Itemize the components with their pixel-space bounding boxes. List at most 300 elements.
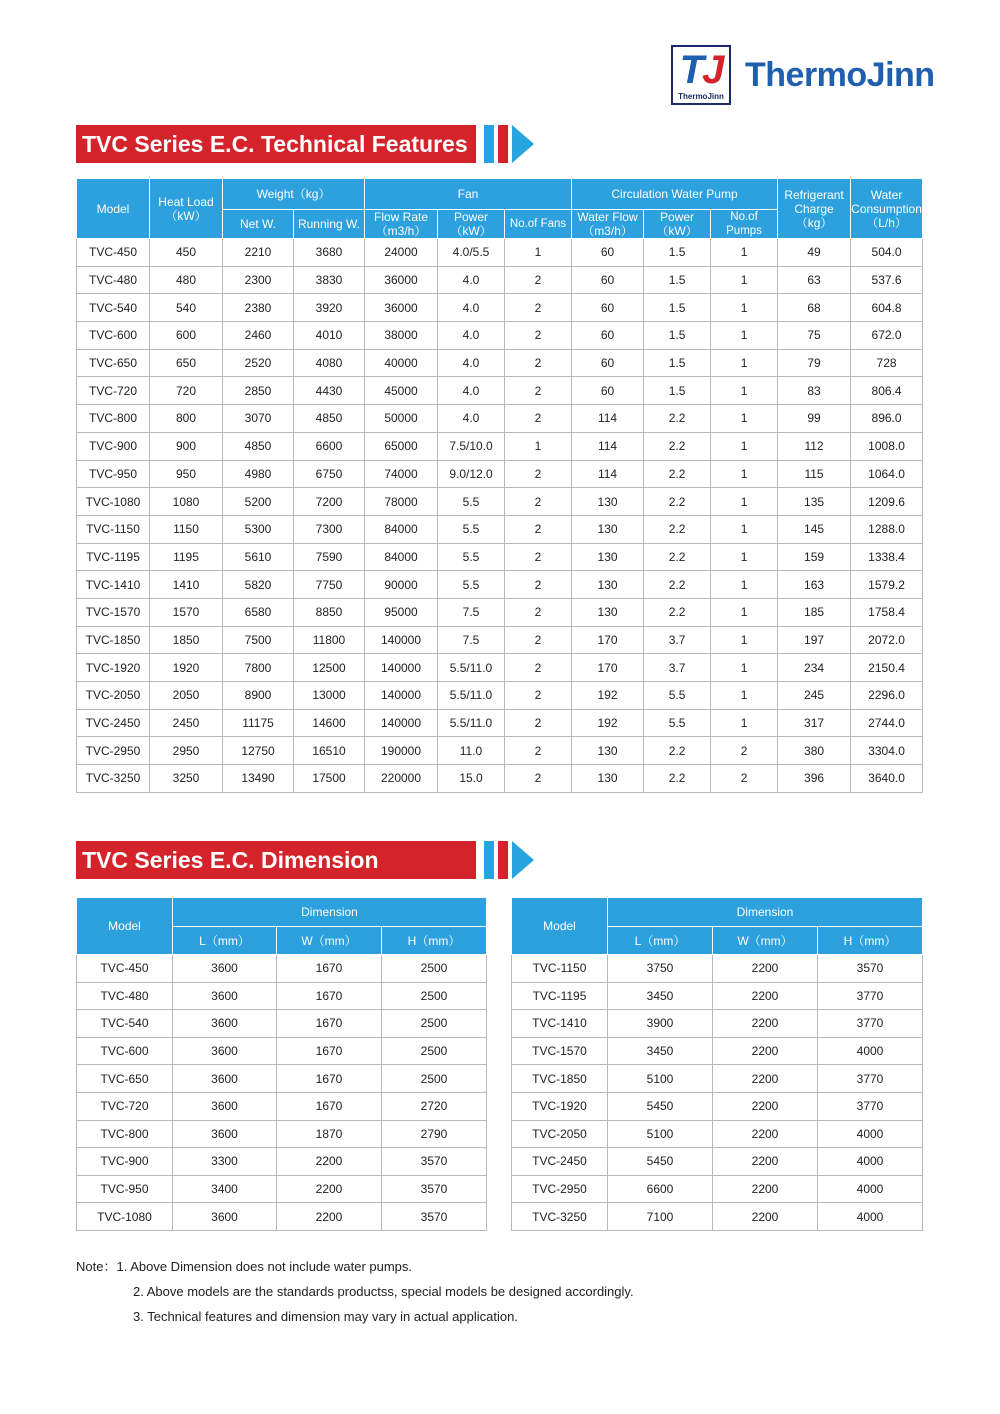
model-cell: TVC-1850 (77, 626, 150, 654)
note-item: 3. Technical features and dimension may vary in actual application. (133, 1309, 518, 1324)
table-cell: 60 (572, 322, 644, 350)
table-cell: 3570 (382, 1148, 487, 1176)
table-cell: 3300 (173, 1148, 277, 1176)
col-heat-load: Heat Load （kW） (150, 179, 223, 239)
model-cell: TVC-720 (77, 377, 150, 405)
table-cell: 2200 (277, 1175, 382, 1203)
table-cell: 1209.6 (851, 488, 923, 516)
table-cell: 4.0/5.5 (438, 239, 505, 267)
table-row (77, 598, 923, 626)
table-cell: 2200 (277, 1203, 382, 1231)
model-cell: TVC-1410 (77, 571, 150, 599)
table-cell: 1.5 (644, 377, 711, 405)
table-cell: 5450 (608, 1092, 713, 1120)
table-cell: 2150.4 (851, 654, 923, 682)
table-cell: 2 (505, 266, 572, 294)
table-row (77, 543, 923, 571)
table-cell: 1 (711, 266, 778, 294)
model-cell: TVC-600 (77, 1037, 173, 1065)
table-cell: 2.2 (644, 405, 711, 433)
table-row (77, 654, 923, 682)
table-cell: 2 (505, 626, 572, 654)
col-weight: Weight（kg） (223, 179, 365, 210)
model-cell: TVC-480 (77, 266, 150, 294)
table-cell: 60 (572, 349, 644, 377)
table-cell: 2450 (150, 709, 223, 737)
table-cell: 2200 (713, 982, 818, 1010)
model-cell: TVC-3250 (77, 765, 150, 793)
table-cell: 3600 (173, 1065, 277, 1093)
table-cell: 9.0/12.0 (438, 460, 505, 488)
table-cell: 3600 (173, 955, 277, 983)
table-cell: 1338.4 (851, 543, 923, 571)
table-cell: 4980 (223, 460, 294, 488)
table-cell: 170 (572, 626, 644, 654)
table-cell: 17500 (294, 765, 365, 793)
table-cell: 185 (778, 598, 851, 626)
table-cell: 1670 (277, 1065, 382, 1093)
table-cell: 1 (711, 294, 778, 322)
table-cell: 2.2 (644, 543, 711, 571)
tech-section-header (76, 125, 534, 163)
table-cell: 1920 (150, 654, 223, 682)
table-cell: 2050 (150, 682, 223, 710)
table-cell: 11800 (294, 626, 365, 654)
table-cell: 3900 (608, 1010, 713, 1038)
table-cell: 3450 (608, 982, 713, 1010)
table-cell: 90000 (365, 571, 438, 599)
table-cell: 3750 (608, 955, 713, 983)
table-cell: 2500 (382, 1065, 487, 1093)
table-cell: 1195 (150, 543, 223, 571)
table-row (77, 709, 923, 737)
table-cell: 3770 (818, 1065, 923, 1093)
dim-section-header (76, 841, 534, 879)
table-cell: 2.2 (644, 460, 711, 488)
table-cell: 3450 (608, 1037, 713, 1065)
table-cell: 2 (505, 349, 572, 377)
table-cell: 480 (150, 266, 223, 294)
table-row (512, 1175, 923, 1203)
table-cell: 1670 (277, 955, 382, 983)
col-net-weight: Net W. (223, 210, 294, 239)
table-cell: 2 (505, 654, 572, 682)
table-cell: 2744.0 (851, 709, 923, 737)
col-no-fans: No.of Fans (505, 210, 572, 239)
table-cell: 1579.2 (851, 571, 923, 599)
table-row (77, 377, 923, 405)
table-cell: 1008.0 (851, 432, 923, 460)
table-cell: 1670 (277, 1010, 382, 1038)
table-cell: 2.2 (644, 598, 711, 626)
table-cell: 2 (505, 515, 572, 543)
table-cell: 36000 (365, 294, 438, 322)
dimension-right-body (512, 955, 923, 1231)
col-flow-rate: Flow Rate （m3/h） (365, 210, 438, 239)
table-cell: 74000 (365, 460, 438, 488)
table-cell: 2460 (223, 322, 294, 350)
col-dimension: Dimension (173, 898, 487, 927)
table-cell: 1 (505, 239, 572, 267)
table-row (77, 239, 923, 267)
table-cell: 60 (572, 377, 644, 405)
model-cell: TVC-1150 (77, 515, 150, 543)
note-item: 1. Above Dimension does not include water pumps. (116, 1259, 413, 1274)
logo-letter-t: T (679, 48, 703, 92)
table-cell: 3600 (173, 982, 277, 1010)
model-cell: TVC-1570 (512, 1037, 608, 1065)
table-cell: 7500 (223, 626, 294, 654)
table-cell: 5.5/11.0 (438, 709, 505, 737)
table-cell: 1.5 (644, 266, 711, 294)
col-model: Model (77, 898, 173, 955)
table-cell: 806.4 (851, 377, 923, 405)
table-row (512, 1010, 923, 1038)
table-cell: 2 (505, 682, 572, 710)
table-cell: 600 (150, 322, 223, 350)
table-row (77, 955, 487, 983)
table-row (512, 1148, 923, 1176)
model-cell: TVC-1920 (77, 654, 150, 682)
table-cell: 1 (711, 432, 778, 460)
table-cell: 7100 (608, 1203, 713, 1231)
table-cell: 5100 (608, 1065, 713, 1093)
table-cell: 2200 (713, 1092, 818, 1120)
model-cell: TVC-650 (77, 349, 150, 377)
table-cell: 1 (711, 322, 778, 350)
table-cell: 2296.0 (851, 682, 923, 710)
table-cell: 12750 (223, 737, 294, 765)
model-cell: TVC-1080 (77, 488, 150, 516)
table-cell: 4850 (223, 432, 294, 460)
table-cell: 4080 (294, 349, 365, 377)
table-cell: 2500 (382, 955, 487, 983)
table-cell: 140000 (365, 654, 438, 682)
table-cell: 1.5 (644, 239, 711, 267)
table-cell: 2300 (223, 266, 294, 294)
model-cell: TVC-800 (77, 405, 150, 433)
table-cell: 192 (572, 682, 644, 710)
table-row (77, 322, 923, 350)
table-cell: 5610 (223, 543, 294, 571)
model-cell: TVC-2050 (512, 1120, 608, 1148)
table-cell: 3304.0 (851, 737, 923, 765)
table-cell: 7800 (223, 654, 294, 682)
table-cell: 7200 (294, 488, 365, 516)
table-cell: 2 (505, 322, 572, 350)
table-cell: 5.5 (438, 488, 505, 516)
table-cell: 15.0 (438, 765, 505, 793)
table-cell: 5.5 (438, 515, 505, 543)
table-cell: 2 (505, 377, 572, 405)
table-cell: 1758.4 (851, 598, 923, 626)
logo-letter-j: J (702, 48, 723, 92)
table-cell: 130 (572, 515, 644, 543)
model-cell: TVC-650 (77, 1065, 173, 1093)
table-cell: 4.0 (438, 349, 505, 377)
model-cell: TVC-540 (77, 1010, 173, 1038)
table-cell: 900 (150, 432, 223, 460)
table-row (77, 982, 487, 1010)
table-cell: 2200 (713, 1175, 818, 1203)
table-cell: 5300 (223, 515, 294, 543)
table-cell: 1410 (150, 571, 223, 599)
table-cell: 650 (150, 349, 223, 377)
table-row (77, 737, 923, 765)
table-cell: 65000 (365, 432, 438, 460)
table-cell: 2 (505, 405, 572, 433)
table-cell: 540 (150, 294, 223, 322)
table-cell: 8900 (223, 682, 294, 710)
table-cell: 135 (778, 488, 851, 516)
col-height: H（mm） (382, 927, 487, 955)
table-cell: 1 (711, 377, 778, 405)
table-row (77, 682, 923, 710)
table-cell: 140000 (365, 626, 438, 654)
table-cell: 380 (778, 737, 851, 765)
model-cell: TVC-2950 (512, 1175, 608, 1203)
table-cell: 1 (505, 432, 572, 460)
model-cell: TVC-2050 (77, 682, 150, 710)
table-cell: 4.0 (438, 405, 505, 433)
table-cell: 2 (505, 460, 572, 488)
table-cell: 2 (711, 737, 778, 765)
table-row (77, 1120, 487, 1148)
tech-section-title: TVC Series E.C. Technical Features (76, 125, 476, 163)
technical-features-body (77, 239, 923, 793)
table-cell: 234 (778, 654, 851, 682)
table-cell: 317 (778, 709, 851, 737)
table-cell: 11.0 (438, 737, 505, 765)
table-row (512, 955, 923, 983)
table-cell: 3.7 (644, 626, 711, 654)
table-cell: 2.2 (644, 571, 711, 599)
table-cell: 396 (778, 765, 851, 793)
table-cell: 1 (711, 626, 778, 654)
table-cell: 2 (505, 294, 572, 322)
table-cell: 5.5/11.0 (438, 654, 505, 682)
table-cell: 2520 (223, 349, 294, 377)
table-cell: 192 (572, 709, 644, 737)
col-model: Model (77, 179, 150, 239)
table-cell: 672.0 (851, 322, 923, 350)
table-cell: 245 (778, 682, 851, 710)
table-cell: 1 (711, 682, 778, 710)
table-cell: 114 (572, 405, 644, 433)
col-pump: Circulation Water Pump (572, 179, 778, 210)
brand-logo (671, 44, 935, 106)
table-row (512, 1065, 923, 1093)
table-row (77, 1203, 487, 1231)
dimension-table-left (76, 897, 487, 1231)
model-cell: TVC-720 (77, 1092, 173, 1120)
table-cell: 4000 (818, 1148, 923, 1176)
model-cell: TVC-1080 (77, 1203, 173, 1231)
table-cell: 197 (778, 626, 851, 654)
col-length: L（mm） (608, 927, 713, 955)
table-cell: 3.7 (644, 654, 711, 682)
col-height: H（mm） (818, 927, 923, 955)
table-cell: 1 (711, 515, 778, 543)
table-cell: 2200 (713, 1010, 818, 1038)
table-cell: 6600 (608, 1175, 713, 1203)
table-cell: 2 (505, 765, 572, 793)
table-cell: 5.5 (644, 709, 711, 737)
table-cell: 2.2 (644, 488, 711, 516)
table-row (77, 1092, 487, 1120)
table-cell: 5.5 (438, 571, 505, 599)
table-row (512, 1120, 923, 1148)
table-cell: 159 (778, 543, 851, 571)
table-row (512, 1203, 923, 1231)
table-cell: 5820 (223, 571, 294, 599)
table-cell: 84000 (365, 543, 438, 571)
dim-section-title: TVC Series E.C. Dimension (76, 841, 476, 879)
model-cell: TVC-950 (77, 1175, 173, 1203)
table-cell: 45000 (365, 377, 438, 405)
table-row (512, 982, 923, 1010)
table-cell: 720 (150, 377, 223, 405)
table-cell: 95000 (365, 598, 438, 626)
table-cell: 2.2 (644, 765, 711, 793)
table-cell: 3400 (173, 1175, 277, 1203)
table-cell: 13000 (294, 682, 365, 710)
table-cell: 4000 (818, 1203, 923, 1231)
table-cell: 78000 (365, 488, 438, 516)
model-cell: TVC-2950 (77, 737, 150, 765)
table-cell: 1288.0 (851, 515, 923, 543)
table-cell: 40000 (365, 349, 438, 377)
table-cell: 140000 (365, 682, 438, 710)
model-cell: TVC-1570 (77, 598, 150, 626)
table-cell: 1 (711, 239, 778, 267)
model-cell: TVC-2450 (512, 1148, 608, 1176)
table-cell: 504.0 (851, 239, 923, 267)
table-cell: 12500 (294, 654, 365, 682)
table-cell: 1 (711, 543, 778, 571)
table-cell: 60 (572, 294, 644, 322)
table-cell: 3600 (173, 1010, 277, 1038)
table-cell: 68 (778, 294, 851, 322)
section-arrow-icon (484, 841, 534, 879)
model-cell: TVC-450 (77, 955, 173, 983)
dimension-table-right (511, 897, 923, 1231)
table-cell: 1 (711, 460, 778, 488)
table-cell: 3570 (382, 1203, 487, 1231)
table-cell: 3640.0 (851, 765, 923, 793)
table-cell: 7590 (294, 543, 365, 571)
table-cell: 3600 (173, 1203, 277, 1231)
table-row (77, 1065, 487, 1093)
table-cell: 8850 (294, 598, 365, 626)
col-water-flow: Water Flow （m3/h） (572, 210, 644, 239)
table-cell: 163 (778, 571, 851, 599)
table-cell: 5.5 (644, 682, 711, 710)
table-row (77, 571, 923, 599)
table-cell: 2200 (713, 1065, 818, 1093)
table-cell: 3920 (294, 294, 365, 322)
table-row (77, 405, 923, 433)
table-cell: 5.5 (438, 543, 505, 571)
table-cell: 2500 (382, 1010, 487, 1038)
table-cell: 1080 (150, 488, 223, 516)
model-cell: TVC-2450 (77, 709, 150, 737)
table-cell: 13490 (223, 765, 294, 793)
table-row (77, 349, 923, 377)
table-cell: 3250 (150, 765, 223, 793)
model-cell: TVC-900 (77, 1148, 173, 1176)
table-cell: 7300 (294, 515, 365, 543)
table-cell: 1.5 (644, 294, 711, 322)
table-cell: 50000 (365, 405, 438, 433)
table-row (77, 515, 923, 543)
col-width: W（mm） (277, 927, 382, 955)
table-cell: 6600 (294, 432, 365, 460)
table-cell: 1870 (277, 1120, 382, 1148)
model-cell: TVC-3250 (512, 1203, 608, 1231)
table-cell: 2 (505, 571, 572, 599)
table-cell: 5450 (608, 1148, 713, 1176)
col-fan: Fan (365, 179, 572, 210)
table-cell: 3770 (818, 982, 923, 1010)
col-pump-power: Power （kW） (644, 210, 711, 239)
table-cell: 4.0 (438, 322, 505, 350)
table-cell: 537.6 (851, 266, 923, 294)
table-cell: 24000 (365, 239, 438, 267)
table-row (77, 460, 923, 488)
table-cell: 1570 (150, 598, 223, 626)
table-cell: 1 (711, 349, 778, 377)
table-cell: 896.0 (851, 405, 923, 433)
table-cell: 1.5 (644, 349, 711, 377)
model-cell: TVC-540 (77, 294, 150, 322)
table-cell: 115 (778, 460, 851, 488)
table-cell: 1850 (150, 626, 223, 654)
table-cell: 2.2 (644, 737, 711, 765)
table-cell: 4000 (818, 1120, 923, 1148)
table-cell: 140000 (365, 709, 438, 737)
table-cell: 130 (572, 571, 644, 599)
table-cell: 7750 (294, 571, 365, 599)
table-cell: 7.5/10.0 (438, 432, 505, 460)
table-cell: 4430 (294, 377, 365, 405)
notes-label: Note： (76, 1259, 117, 1274)
table-cell: 49 (778, 239, 851, 267)
col-dimension: Dimension (608, 898, 923, 927)
table-cell: 1670 (277, 1092, 382, 1120)
dimension-left-body (77, 955, 487, 1231)
table-cell: 4010 (294, 322, 365, 350)
table-cell: 145 (778, 515, 851, 543)
table-row (77, 1148, 487, 1176)
table-cell: 604.8 (851, 294, 923, 322)
table-cell: 3570 (382, 1175, 487, 1203)
table-cell: 1 (711, 598, 778, 626)
table-row (77, 1010, 487, 1038)
table-cell: 3570 (818, 955, 923, 983)
table-cell: 4.0 (438, 294, 505, 322)
table-cell: 14600 (294, 709, 365, 737)
table-cell: 1 (711, 709, 778, 737)
table-cell: 7.5 (438, 626, 505, 654)
table-cell: 3600 (173, 1120, 277, 1148)
table-cell: 1670 (277, 1037, 382, 1065)
col-running-weight: Running W. (294, 210, 365, 239)
table-cell: 1064.0 (851, 460, 923, 488)
col-length: L（mm） (173, 927, 277, 955)
table-row (512, 1092, 923, 1120)
table-cell: 2380 (223, 294, 294, 322)
